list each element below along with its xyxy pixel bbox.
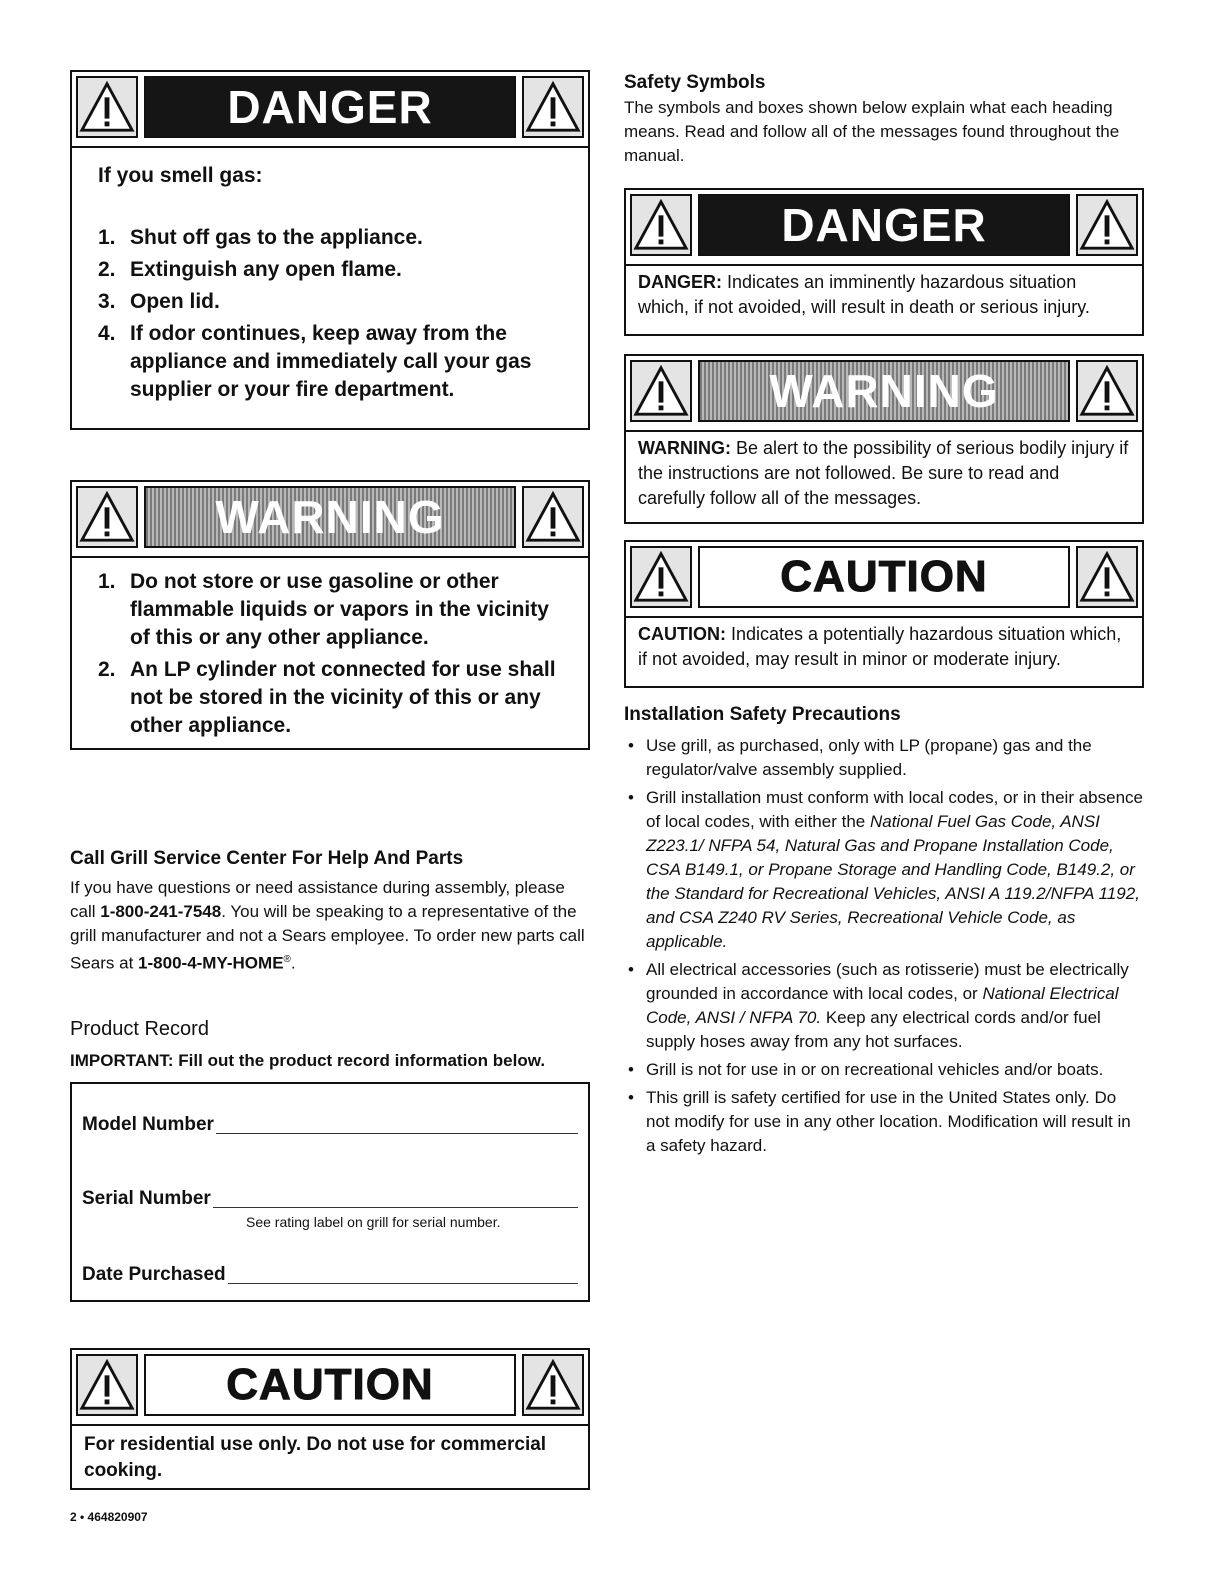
warning-triangle-icon	[1076, 360, 1138, 422]
service-phone: 1-800-241-7548	[100, 902, 222, 921]
important-note: IMPORTANT: Fill out the product record information below.	[70, 1051, 546, 1070]
warning-body	[72, 558, 588, 756]
list-item: 4. If odor continues, keep away from the appliance and immediately call your gas supplier or your fire department.	[98, 322, 532, 401]
list-item: 2. An LP cylinder not connected for use shall not be stored in the vicinity of this or any other appliance.	[98, 658, 556, 737]
model-number-field[interactable]	[82, 1110, 578, 1138]
caution-header	[72, 1350, 588, 1426]
list-item: • Grill is not for use in or on recreational vehicles and/or boats.	[624, 1058, 1144, 1082]
danger-intro: If you smell gas:	[98, 164, 263, 187]
safety-symbols-title: Safety Symbols	[624, 72, 766, 93]
list-item: 1. Do not store or use gasoline or other flammable liquids or vapors in the vicinity of this or any other appliance.	[98, 570, 549, 649]
service-text: If you have questions or need assistance during assembly, please call 1-800-241-7548. You will be speaking to a representative of the grill manufacturer and not a Sears employee. To order new parts call Sears at 1-800-4-MY-HOME®.	[70, 878, 585, 973]
danger-heading: DANGER	[698, 194, 1070, 256]
danger-steps	[86, 224, 574, 404]
product-record-section	[70, 1018, 590, 1073]
warning-triangle-icon	[76, 76, 138, 138]
installation-title: Installation Safety Precautions	[624, 704, 901, 725]
list-item: 2. Extinguish any open flame.	[98, 258, 402, 281]
service-section	[70, 848, 590, 976]
warning-triangle-icon	[630, 194, 692, 256]
caution-box	[70, 1348, 590, 1490]
warning-triangle-icon	[522, 1354, 584, 1416]
list-item: • All electrical accessories (such as rotisserie) must be electrically grounded in accordance with local codes, or National Electrical Code, ANSI / NFPA 70. Keep any electrical cords and/or fuel supply hoses away from any hot surfaces.	[624, 958, 1144, 1054]
warning-heading: WARNING	[144, 486, 516, 548]
sears-phone: 1-800-4-MY-HOME	[138, 953, 284, 973]
page-footer: 2 • 464820907	[70, 1510, 148, 1524]
caution-description: CAUTION: Indicates a potentially hazardous situation which, if not avoided, may result in minor or moderate injury.	[638, 624, 1122, 669]
warning-triangle-icon	[522, 486, 584, 548]
warning-header	[626, 356, 1142, 432]
warning-heading: WARNING	[698, 360, 1070, 422]
warning-triangle-icon	[630, 360, 692, 422]
warning-header	[72, 482, 588, 558]
danger-header	[626, 190, 1142, 266]
caution-body: For residential use only. Do not use for commercial cooking.	[84, 1434, 547, 1481]
caution-header	[626, 542, 1142, 618]
warning-description: WARNING: Be alert to the possibility of serious bodily injury if the instructions are not followed. Be sure to read and carefully follow all of the messages.	[638, 438, 1129, 508]
warning-symbol-box	[624, 354, 1144, 524]
model-number-label: Model Number	[82, 1114, 214, 1135]
list-item: 1. Shut off gas to the appliance.	[98, 226, 423, 249]
warning-triangle-icon	[1076, 546, 1138, 608]
caution-symbol-box	[624, 540, 1144, 688]
warning-triangle-icon	[1076, 194, 1138, 256]
warning-triangle-icon	[76, 486, 138, 548]
danger-box	[70, 70, 590, 430]
safety-symbols-text: The symbols and boxes shown below explain what each heading means. Read and follow all of the messages found throughout the manual.	[624, 98, 1120, 165]
danger-heading: DANGER	[144, 76, 516, 138]
warning-triangle-icon	[630, 546, 692, 608]
danger-header	[72, 72, 588, 148]
danger-symbol-box	[624, 188, 1144, 336]
list-item: 3. Open lid.	[98, 290, 220, 313]
serial-number-field[interactable]	[82, 1184, 578, 1212]
warning-triangle-icon	[522, 76, 584, 138]
warning-box	[70, 480, 590, 750]
date-purchased-label: Date Purchased	[82, 1264, 226, 1285]
date-purchased-field[interactable]	[82, 1260, 578, 1288]
product-record-form	[70, 1082, 590, 1302]
installation-list	[624, 734, 1144, 1158]
list-item: • Use grill, as purchased, only with LP (propane) gas and the regulator/valve assembly supplied.	[624, 734, 1144, 782]
product-record-title: Product Record	[70, 1018, 209, 1040]
danger-body	[72, 148, 588, 420]
warning-triangle-icon	[76, 1354, 138, 1416]
danger-description: DANGER: Indicates an imminently hazardous situation which, if not avoided, will result in death or serious injury.	[638, 272, 1090, 317]
service-title: Call Grill Service Center For Help And Parts	[70, 848, 464, 869]
list-item: • This grill is safety certified for use in the United States only. Do not modify for use in any other location. Modification will result in a safety hazard.	[624, 1086, 1144, 1158]
caution-heading: CAUTION	[698, 546, 1070, 608]
serial-number-label: Serial Number	[82, 1188, 211, 1209]
safety-symbols-section	[624, 72, 1144, 168]
list-item: • Grill installation must conform with local codes, or in their absence of local codes, with either the National Fuel Gas Code, ANSI Z223.1/ NFPA 54, Natural Gas and Propane Installation Code, CSA B149.1, or Propane Storage and Handling Code, B149.2, or the Standard for Recreational Vehicles, ANSI A 119.2/NFPA 1192, and CSA Z240 RV Series, Recreational Vehicle Code, as applicable.	[624, 786, 1144, 954]
caution-heading: CAUTION	[144, 1354, 516, 1416]
installation-section	[624, 704, 1144, 1162]
serial-note: See rating label on grill for serial number.	[246, 1214, 501, 1230]
warning-steps	[86, 568, 574, 740]
